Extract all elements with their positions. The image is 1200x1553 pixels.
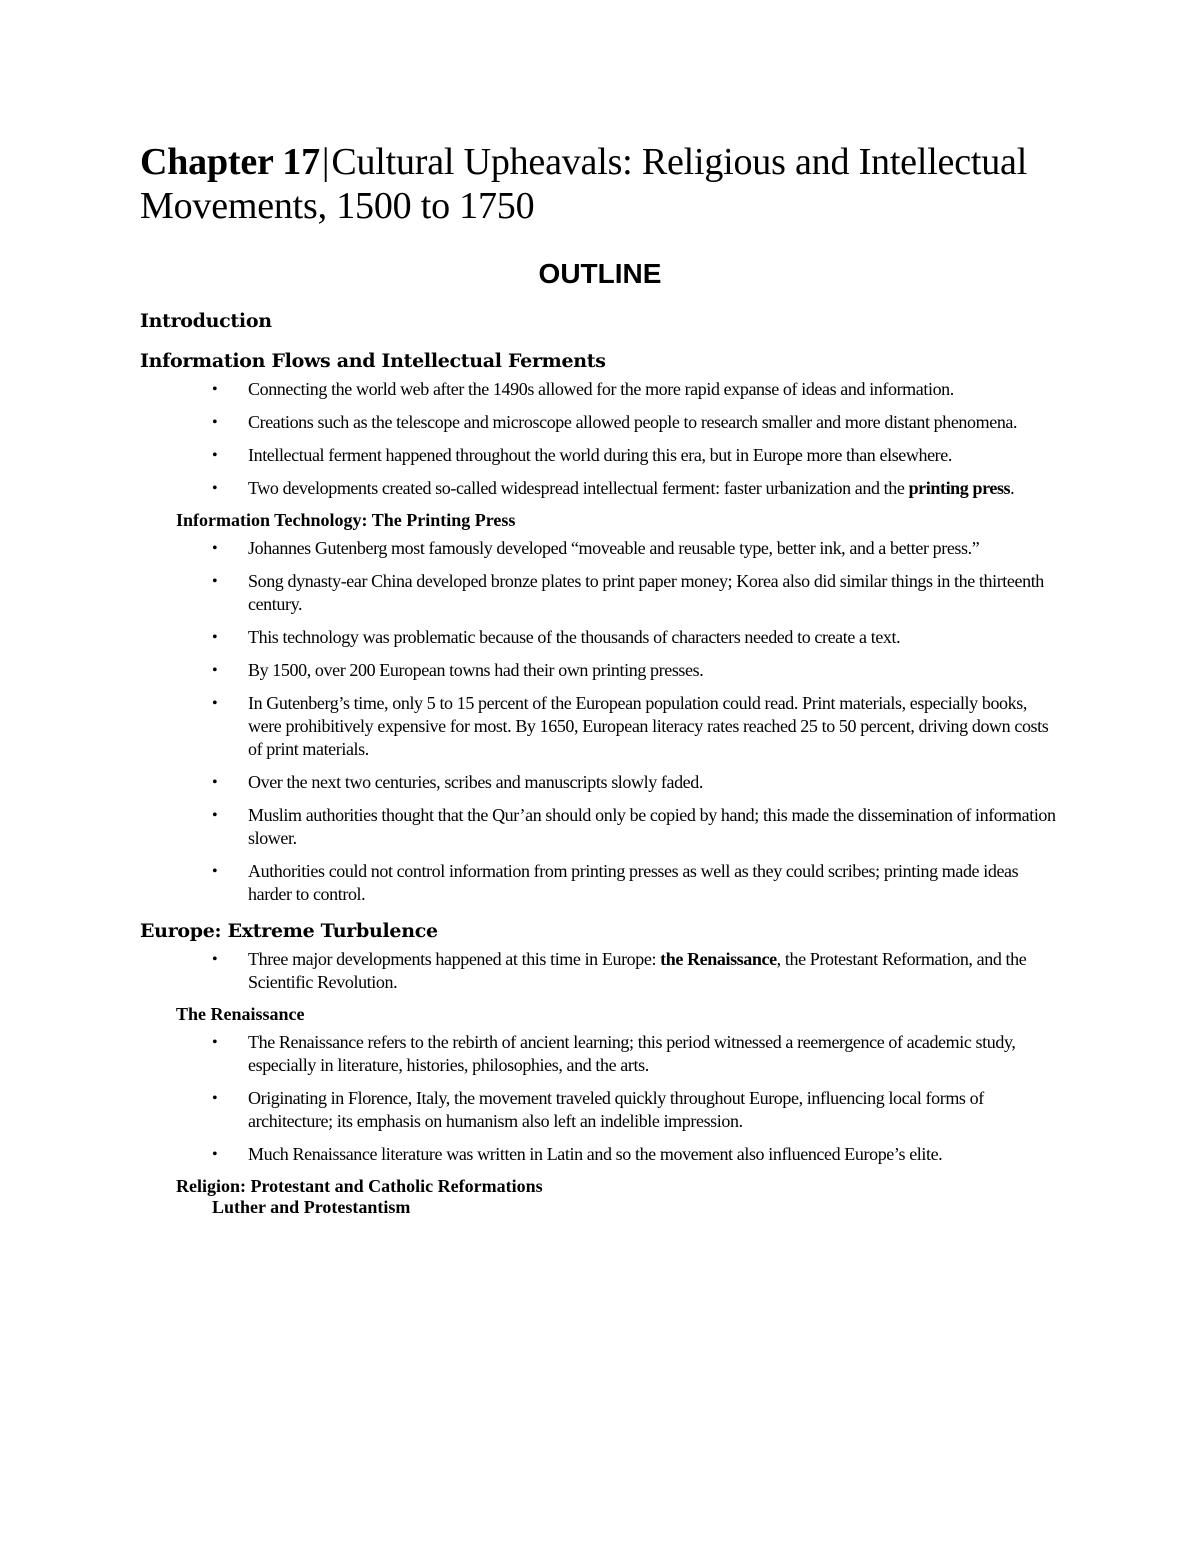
list-item-text: Creations such as the telescope and microscope allowed people to research smaller and more distant phenomena. bbox=[248, 412, 1018, 432]
section-europe: Europe: Extreme Turbulence bbox=[140, 920, 438, 942]
list-item bbox=[212, 537, 1060, 560]
list-item bbox=[212, 860, 1060, 906]
list-item bbox=[212, 1031, 1060, 1077]
list-item bbox=[212, 570, 1060, 616]
europe-list bbox=[140, 948, 1060, 994]
list-item-text: The Renaissance refers to the rebirth of ancient learning; this period witnessed a reemergence of academic study, especially in literature, histories, philosophies, and the arts. bbox=[248, 1032, 1016, 1075]
bullet-icon: • bbox=[212, 1090, 218, 1107]
list-item bbox=[212, 804, 1060, 850]
list-item-text-end: , the Protestant Reformation, and the Scientific Revolution. bbox=[248, 949, 1027, 992]
list-item bbox=[212, 948, 1060, 994]
information-flows-list bbox=[140, 378, 1060, 500]
subsection-luther: Luther and Protestantism bbox=[212, 1197, 411, 1217]
list-item-text: Johannes Gutenberg most famously developed “moveable and reusable type, better ink, and a better press.” bbox=[248, 538, 980, 558]
list-item bbox=[212, 692, 1060, 761]
printing-press-list bbox=[140, 537, 1060, 906]
section-introduction: Introduction bbox=[140, 310, 272, 332]
list-item-text: By 1500, over 200 European towns had their own printing presses. bbox=[248, 660, 704, 680]
list-item bbox=[212, 477, 1060, 500]
list-item-text: Muslim authorities thought that the Qur’an should only be copied by hand; this made the dissemination of information slower. bbox=[248, 805, 1056, 848]
subsection-renaissance: The Renaissance bbox=[176, 1004, 305, 1024]
printing-press-term: printing press bbox=[908, 478, 1011, 498]
bullet-icon: • bbox=[212, 573, 218, 590]
list-item bbox=[212, 626, 1060, 649]
list-item-end: . bbox=[1010, 478, 1015, 498]
chapter-number: Chapter 17 bbox=[140, 141, 320, 183]
bullet-icon: • bbox=[212, 381, 218, 398]
list-item bbox=[212, 771, 1060, 794]
list-item-text: Song dynasty-ear China developed bronze plates to print paper money; Korea also did similar things in the thirteenth century. bbox=[248, 571, 1044, 614]
bullet-icon: • bbox=[212, 662, 218, 679]
bullet-icon: • bbox=[212, 951, 218, 968]
list-item bbox=[212, 659, 1060, 682]
renaissance-list bbox=[140, 1031, 1060, 1166]
list-item bbox=[212, 411, 1060, 434]
list-item bbox=[212, 1143, 1060, 1166]
bullet-icon: • bbox=[212, 540, 218, 557]
bullet-icon: • bbox=[212, 695, 218, 712]
list-item-text: Authorities could not control information from printing presses as well as they could scribes; printing made ideas harder to control. bbox=[248, 861, 1019, 904]
list-item bbox=[212, 1087, 1060, 1133]
title-separator: | bbox=[321, 141, 330, 183]
list-item-text: This technology was problematic because of the thousands of characters needed to create a text. bbox=[248, 627, 901, 647]
list-item-text: Intellectual ferment happened throughout the world during this era, but in Europe more than elsewhere. bbox=[248, 445, 952, 465]
bullet-icon: • bbox=[212, 447, 218, 464]
list-item-text: In Gutenberg’s time, only 5 to 15 percent of the European population could read. Print materials, especially books, were prohibitively expensive for most. By 1650, European literacy rates reached 25 to 50 percent, driving down costs of print materials. bbox=[248, 693, 1049, 759]
bullet-icon: • bbox=[212, 807, 218, 824]
bullet-icon: • bbox=[212, 629, 218, 646]
bullet-icon: • bbox=[212, 774, 218, 791]
subsection-religion: Religion: Protestant and Catholic Reformations bbox=[176, 1176, 543, 1196]
list-item bbox=[212, 444, 1060, 467]
list-item bbox=[212, 378, 1060, 401]
subsection-printing-press: Information Technology: The Printing Press bbox=[176, 510, 516, 530]
bullet-icon: • bbox=[212, 414, 218, 431]
section-information-flows: Information Flows and Intellectual Ferments bbox=[140, 350, 606, 372]
list-item-text: Two developments created so-called widespread intellectual ferment: faster urbanization and the bbox=[248, 478, 909, 498]
list-item-text: Much Renaissance literature was written in Latin and so the movement also influenced Europe’s elite. bbox=[248, 1144, 943, 1164]
bullet-icon: • bbox=[212, 480, 218, 497]
chapter-subtitle: Cultural Upheavals: Religious and Intellectual Movements, 1500 to 1750 bbox=[140, 141, 1028, 227]
bullet-icon: • bbox=[212, 863, 218, 880]
bullet-icon: • bbox=[212, 1146, 218, 1163]
outline-heading: OUTLINE bbox=[538, 258, 662, 289]
chapter-title bbox=[140, 140, 1060, 228]
bullet-icon: • bbox=[212, 1034, 218, 1051]
list-item-text: Three major developments happened at this time in Europe: bbox=[248, 949, 661, 969]
list-item-text: Over the next two centuries, scribes and manuscripts slowly faded. bbox=[248, 772, 703, 792]
renaissance-term: the Renaissance bbox=[660, 949, 777, 969]
list-item-text: Originating in Florence, Italy, the movement traveled quickly throughout Europe, influencing local forms of architecture; its emphasis on humanism also left an indelible impression. bbox=[248, 1088, 984, 1131]
list-item-text: Connecting the world web after the 1490s allowed for the more rapid expanse of ideas and information. bbox=[248, 379, 954, 399]
